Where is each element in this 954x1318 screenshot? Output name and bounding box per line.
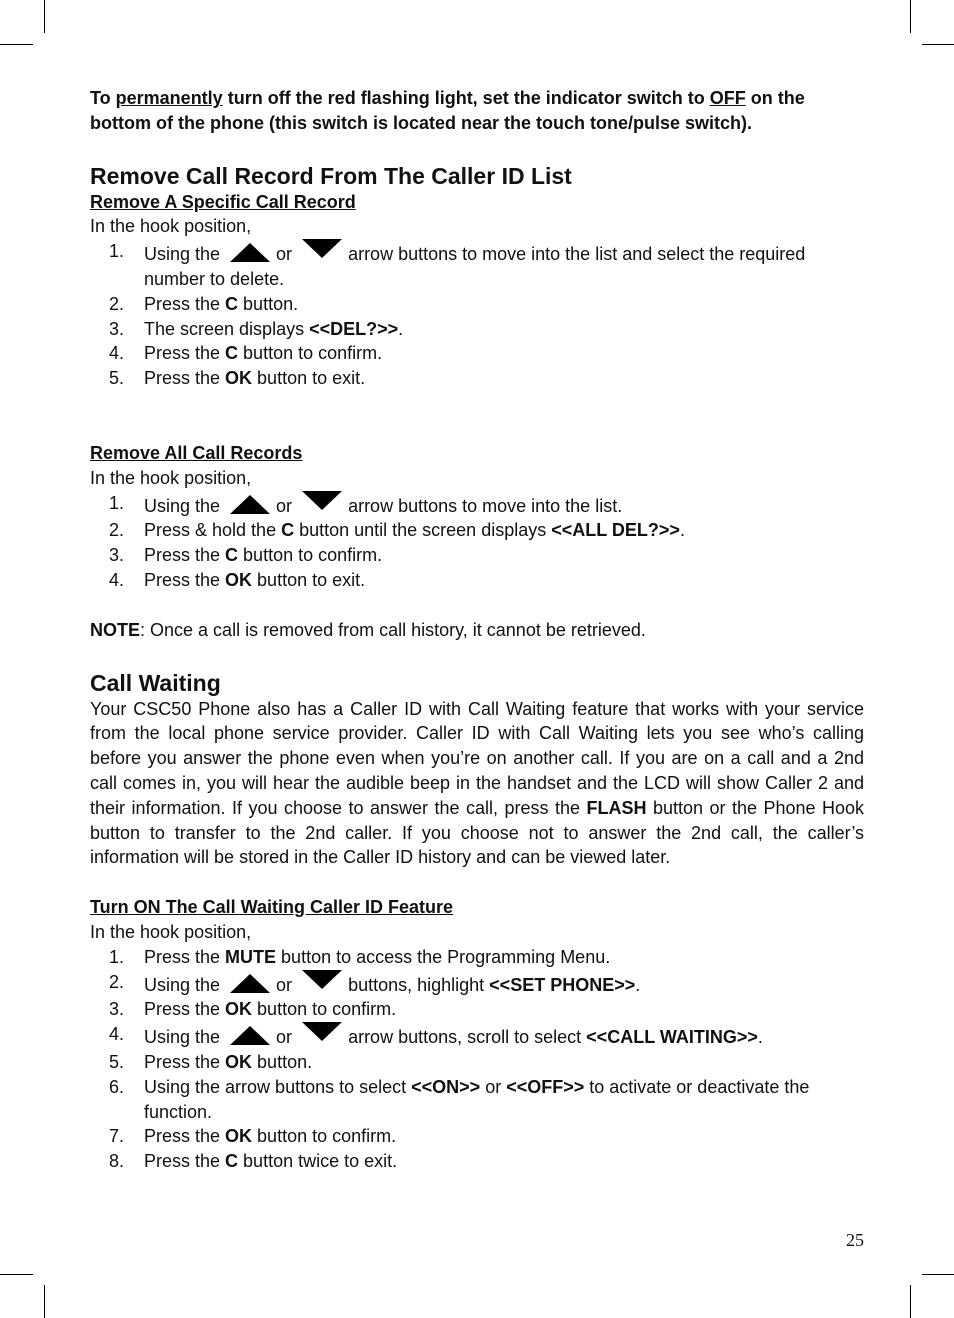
list-item: 1. Using the or arrow buttons to move into the list. <box>109 492 623 516</box>
lead-text: In the hook position, <box>90 467 252 488</box>
down-arrow-icon <box>302 491 342 510</box>
list-item: 7. Press the OK button to confirm. <box>109 1126 397 1147</box>
steps-remove-all <box>90 491 864 593</box>
down-arrow-icon <box>302 970 342 989</box>
crop-mark <box>0 44 33 45</box>
list-item: 8. Press the C button twice to exit. <box>109 1151 398 1172</box>
crop-mark <box>44 0 45 33</box>
list-item: 3. The screen displays <<DEL?>>. <box>109 318 404 339</box>
section-title-call-waiting: Call Waiting <box>90 669 221 696</box>
list-item: 1. Using the or arrow buttons to move into the list and select the required number to delete. <box>109 241 806 289</box>
section-title-remove: Remove Call Record From The Caller ID List <box>90 162 572 189</box>
lead-text: In the hook position, <box>90 921 252 942</box>
list-item: 5. Press the OK button to exit. <box>109 368 366 389</box>
call-waiting-paragraph: Your CSC50 Phone also has a Caller ID with Call Waiting feature that works with your service from the local phone service provider. Caller ID with Call Waiting lets you see who’s calling before you answer the phone even when you’re on another call. If you are on a call and a 2nd call comes in, you will hear the audible beep in the handset and the LCD will show Caller 2 and their information. If you choose to answer the call, press the FLASH button or the Phone Hook button to transfer to the 2nd caller. If you choose not to answer the 2nd call, the caller’s information will be stored in the Caller ID history and can be viewed later. <box>90 698 864 868</box>
lead-text: In the hook position, <box>90 216 252 237</box>
subtitle-remove-all: Remove All Call Records <box>90 442 303 463</box>
list-item: 2. Using the or buttons, highlight <<SET PHONE>>. <box>109 971 641 995</box>
subtitle-turn-on: Turn ON The Call Waiting Caller ID Feature <box>90 897 454 918</box>
page-number: 25 <box>846 1230 864 1250</box>
up-arrow-icon <box>230 495 270 514</box>
up-arrow-icon <box>230 974 270 993</box>
steps-remove-specific <box>90 239 864 391</box>
list-item: 4. Press the C button to confirm. <box>109 343 383 364</box>
list-item: 2. Press & hold the C button until the screen displays <<ALL DEL?>>. <box>109 520 685 541</box>
page-content <box>90 86 864 1174</box>
steps-turn-on <box>90 945 864 1174</box>
crop-mark <box>910 1285 911 1318</box>
up-arrow-icon <box>230 243 270 262</box>
crop-mark <box>922 44 954 45</box>
list-item: 6. Using the arrow buttons to select <<ON>> or <<OFF>> to activate or deactivate the function. <box>109 1076 810 1122</box>
list-item: 3. Press the OK button to confirm. <box>109 999 397 1020</box>
list-item: 2. Press the C button. <box>109 293 299 314</box>
crop-mark <box>44 1285 45 1318</box>
intro-paragraph: To permanently turn off the red flashing light, set the indicator switch to OFF on the bottom of the phone (this switch is located near the touch tone/pulse switch). <box>90 88 805 133</box>
list-item: 5. Press the OK button. <box>109 1051 313 1072</box>
list-item: 3. Press the C button to confirm. <box>109 545 383 566</box>
up-arrow-icon <box>230 1026 270 1045</box>
subtitle-remove-specific: Remove A Specific Call Record <box>90 191 356 212</box>
note-paragraph: NOTE: Once a call is removed from call history, it cannot be retrieved. <box>90 619 646 640</box>
down-arrow-icon <box>302 1022 342 1041</box>
crop-mark <box>910 0 911 33</box>
crop-mark <box>0 1274 33 1275</box>
list-item: 4. Using the or arrow buttons, scroll to select <<CALL WAITING>>. <box>109 1024 763 1048</box>
crop-mark <box>922 1274 954 1275</box>
down-arrow-icon <box>302 239 342 258</box>
list-item: 4. Press the OK button to exit. <box>109 569 366 590</box>
list-item: 1. Press the MUTE button to access the Programming Menu. <box>109 946 611 967</box>
